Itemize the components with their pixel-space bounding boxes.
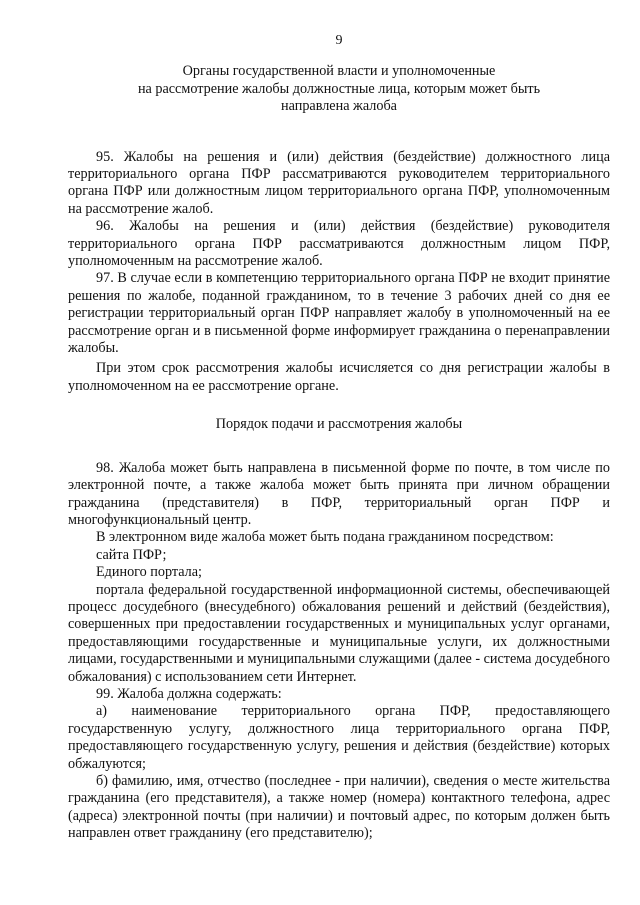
heading-line: направлена жалоба (281, 98, 397, 114)
section-heading-authorities (68, 63, 610, 116)
paragraph-97: 97. В случае если в компетенцию территориального органа ПФР не входит принятие решения по жалобе, поданной гражданином, то в течение 3 рабочих дней со дня ее регистрации территориальный орган ПФР направляет жалобу в уполномоченный на ее рассмотрение орган и в письменной форме информирует гражданина о перенаправлении жалобы. (68, 270, 610, 356)
paragraph-96: 96. Жалобы на решения и (или) действия (бездействие) руководителя территориального органа ПФР рассматриваются должностным лицом ПФР, уполномоченным на рассмотрение жалоб. (68, 218, 610, 269)
list-item-unified-portal: Единого портала; (96, 564, 202, 581)
page-number: 9 (335, 33, 343, 48)
heading-line: Органы государственной власти и уполномоченные (182, 63, 496, 79)
list-item-a: а) наименование территориального органа ПФР, предоставляющего государственную услугу, должностного лица территориального органа ПФР, предоставляющего государственную услугу, решения и действия (бездействие) которых обжалуются; (68, 703, 610, 772)
list-item-federal-portal: портала федеральной государственной информационной системы, обеспечивающей процесс досудебного (внесудебного) обжалования решений и действий (бездействия), совершенных при предоставлении государственных и муниципальных услуг органами, предоставляющими государственные и муниципальные услуги, их должностными лицами, государственными и муниципальными служащими (далее - система досудебного обжалования) с использованием сети Интернет. (68, 581, 610, 685)
heading-line: на рассмотрение жалобы должностные лица, которым может быть (137, 80, 541, 97)
paragraph-99: 99. Жалоба должна содержать: (96, 685, 282, 702)
section-heading-procedure: Порядок подачи и рассмотрения жалобы (215, 416, 463, 433)
list-item-pfr-site: сайта ПФР; (96, 546, 167, 563)
list-item-b: б) фамилию, имя, отчество (последнее - при наличии), сведения о месте жительства гражданина (его представителя), а также номер (номера) контактного телефона, адрес (адреса) электронной почты (при наличии) и почтовый адрес, по которым должен быть направлен ответ гражданину (его представителю); (68, 773, 610, 842)
paragraph-97-term: При этом срок рассмотрения жалобы исчисляется со дня регистрации жалобы в уполномоченном на ее рассмотрение органе. (68, 360, 610, 394)
paragraph-electronic-submission: В электронном виде жалоба может быть подана гражданином посредством: (96, 529, 554, 546)
paragraph-95: 95. Жалобы на решения и (или) действия (бездействие) должностного лица территориального органа ПФР рассматриваются руководителем территориального органа ПФР или должностным лицом территориального органа ПФР, уполномоченным на рассмотрение жалоб. (68, 148, 610, 217)
paragraph-98: 98. Жалоба может быть направлена в письменной форме по почте, в том числе по электронной почте, а также жалоба может быть принята при личном обращении гражданина (представителя) в ПФР, территориальный орган ПФР и многофункциональный центр. (68, 459, 610, 528)
